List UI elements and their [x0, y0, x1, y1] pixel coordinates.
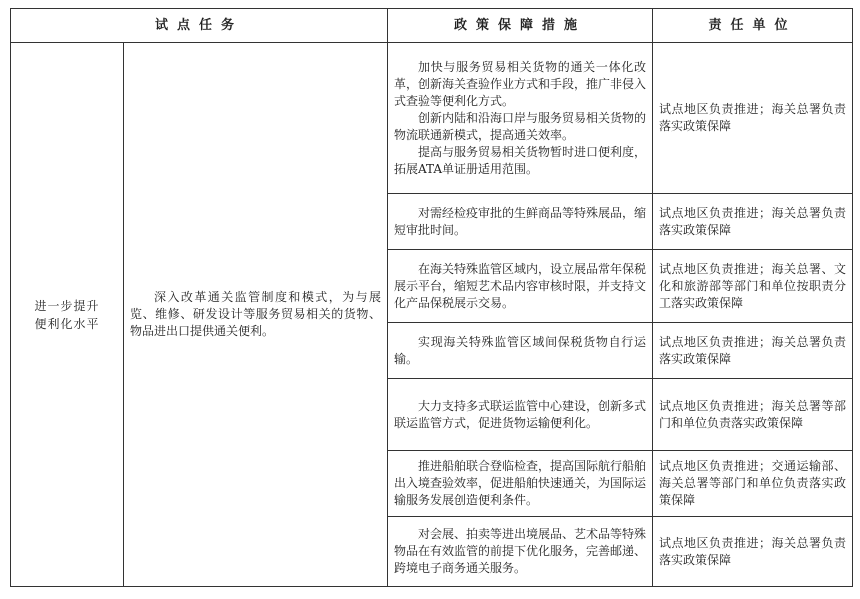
measure-cell [388, 517, 653, 587]
responsible-cell: 试点地区负责推进；海关总署负责落实政策保障 [653, 43, 853, 194]
measure-text: 提高与服务贸易相关货物暂时进口便利度，拓展ATA单证册适用范围。 [394, 144, 647, 176]
header-task: 试点任务 [11, 9, 388, 43]
responsible-cell: 试点地区负责推进；海关总署负责落实政策保障 [653, 323, 853, 379]
document-page [10, 8, 852, 587]
measure-cell [388, 451, 653, 517]
category-text: 进一步提升便利化水平 [34, 298, 100, 331]
measure-cell [388, 379, 653, 451]
header-measure: 政策保障措施 [388, 9, 653, 43]
responsible-cell: 试点地区负责推进；海关总署负责落实政策保障 [653, 517, 853, 587]
measure-text: 大力支持多式联运监管中心建设，创新多式联运监管方式，促进货物运输便利化。 [394, 398, 647, 430]
measure-text: 对会展、拍卖等进出境展品、艺术品等特殊物品在有效监管的前提下优化服务，完善邮递、跨境电子商务通关服务。 [394, 527, 647, 575]
measure-text: 在海关特殊监管区域内，设立展品常年保税展示平台，缩短艺术品内容审核时限，并支持文化产品保税展示交易。 [394, 261, 647, 310]
table-header-row [11, 9, 853, 43]
category-cell [11, 43, 124, 587]
measure-text: 推进船舶联合登临检查，提高国际航行船舶出入境查验效率，促进船舶快速通关，为国际运输服务发展创造便利条件。 [394, 459, 647, 507]
responsible-cell: 试点地区负责推进；海关总署等部门和单位负责落实政策保障 [653, 379, 853, 451]
measure-text: 加快与服务贸易相关货物的通关一体化改革，创新海关查验作业方式和手段，推广非侵入式查验等便利化方式。 [394, 59, 647, 108]
measure-text: 实现海关特殊监管区域间保税货物自行运输。 [394, 334, 647, 366]
measure-cell [388, 323, 653, 379]
measure-text: 创新内陆和沿海口岸与服务贸易相关货物的物流联通新模式，提高通关效率。 [394, 110, 647, 142]
measure-cell [388, 250, 653, 323]
responsible-cell: 试点地区负责推进；海关总署负责落实政策保障 [653, 194, 853, 250]
responsible-cell: 试点地区负责推进；交通运输部、海关总署等部门和单位负责落实政策保障 [653, 451, 853, 517]
task-cell: 深入改革通关监管制度和模式，为与展览、维修、研发设计等服务贸易相关的货物、物品进出口提供通关便利。 [124, 43, 388, 587]
policy-table [10, 8, 853, 587]
table-row [11, 43, 853, 194]
responsible-cell: 试点地区负责推进；海关总署、文化和旅游部等部门和单位按职责分工落实政策保障 [653, 250, 853, 323]
measure-cell [388, 43, 653, 194]
measure-cell [388, 194, 653, 250]
header-responsible: 责任单位 [653, 9, 853, 43]
measure-text: 对需经检疫审批的生鲜商品等特殊展品，缩短审批时间。 [394, 205, 647, 237]
